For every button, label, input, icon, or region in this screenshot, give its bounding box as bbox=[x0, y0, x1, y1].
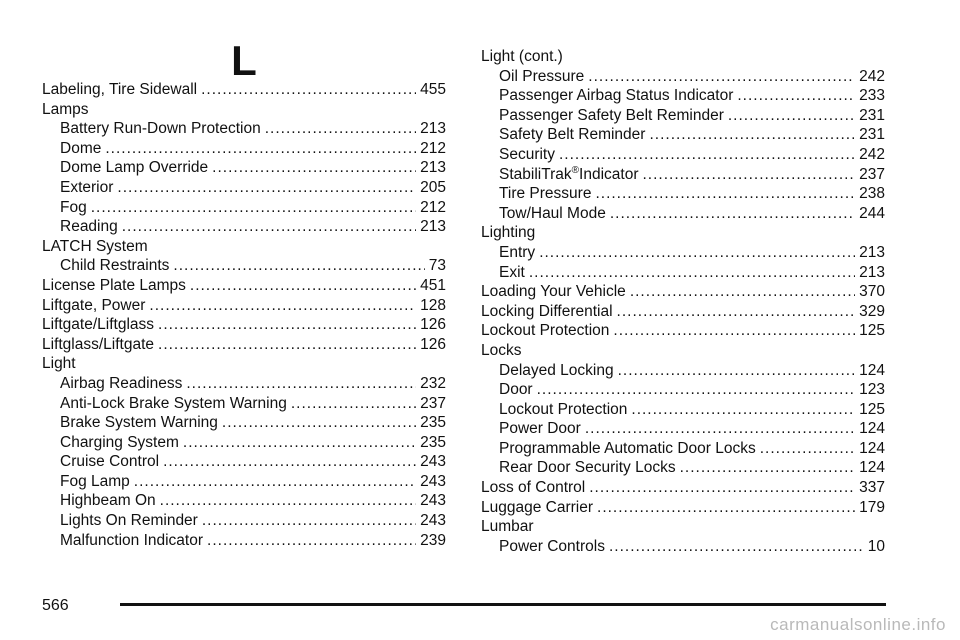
entry-page: 125 bbox=[859, 322, 885, 340]
entry-text: Tire Pressure bbox=[499, 185, 592, 203]
entry-text: Loss of Control bbox=[481, 479, 586, 497]
dot-leader bbox=[539, 243, 855, 263]
entry-page: 233 bbox=[859, 87, 885, 105]
entry-page: 239 bbox=[420, 531, 446, 549]
entry-text: Labeling, Tire Sidewall bbox=[42, 81, 198, 98]
entry-text: Rear Door Security Locks bbox=[499, 459, 676, 477]
dot-leader bbox=[134, 472, 416, 492]
index-subentry bbox=[481, 263, 885, 283]
index-subentry bbox=[481, 537, 885, 557]
entry-text: Exterior bbox=[60, 178, 114, 196]
index-subentry bbox=[42, 413, 446, 433]
dot-leader bbox=[190, 276, 416, 296]
dot-leader bbox=[597, 498, 855, 518]
dot-leader bbox=[160, 491, 416, 511]
entry-page: 329 bbox=[859, 302, 885, 320]
dot-leader bbox=[610, 204, 855, 224]
index-entry bbox=[42, 237, 446, 257]
index-subentry bbox=[481, 380, 885, 400]
entry-page: 124 bbox=[859, 420, 885, 438]
dot-leader bbox=[589, 478, 855, 498]
entry-page: 231 bbox=[859, 126, 885, 144]
page-number: 566 bbox=[42, 597, 69, 614]
index-subentry bbox=[481, 458, 885, 478]
index-subentry bbox=[42, 178, 446, 198]
entry-text: Locks bbox=[481, 341, 522, 359]
index-column-right bbox=[481, 47, 885, 556]
dot-leader bbox=[617, 302, 856, 322]
index-entry bbox=[481, 47, 885, 67]
index-subentry bbox=[42, 472, 446, 492]
entry-text: Programmable Automatic Door Locks bbox=[499, 439, 756, 457]
entry-page: 213 bbox=[420, 120, 446, 138]
dot-leader bbox=[595, 184, 855, 204]
dot-leader bbox=[91, 198, 416, 218]
entry-page: 242 bbox=[859, 145, 885, 163]
entry-text: Oil Pressure bbox=[499, 67, 585, 85]
dot-leader bbox=[173, 256, 424, 276]
entry-text: Lamps bbox=[42, 100, 89, 118]
index-entry bbox=[42, 80, 446, 100]
entry-text: Cruise Control bbox=[60, 453, 160, 471]
dot-leader bbox=[649, 125, 855, 145]
dot-leader bbox=[207, 531, 416, 551]
dot-leader bbox=[537, 380, 856, 400]
entry-text: Liftgate/Liftglass bbox=[42, 316, 155, 334]
entry-text: Light (cont.) bbox=[481, 48, 563, 65]
index-subentry bbox=[42, 198, 446, 218]
index-column-left bbox=[42, 80, 446, 550]
index-entry bbox=[481, 517, 885, 537]
entry-text: Battery Run-Down Protection bbox=[60, 120, 261, 138]
index-subentry bbox=[42, 531, 446, 551]
entry-page: 455 bbox=[420, 81, 446, 98]
entry-page: 451 bbox=[420, 276, 446, 294]
registered-mark: ® bbox=[571, 164, 580, 176]
dot-leader bbox=[585, 419, 855, 439]
entry-text: Safety Belt Reminder bbox=[499, 126, 646, 144]
dot-leader bbox=[613, 321, 855, 341]
index-entry bbox=[42, 315, 446, 335]
entry-page: 237 bbox=[420, 394, 446, 412]
dot-leader bbox=[588, 67, 855, 87]
index-subentry bbox=[481, 86, 885, 106]
entry-page: 205 bbox=[420, 178, 446, 196]
entry-text: Airbag Readiness bbox=[60, 374, 183, 392]
index-entry bbox=[42, 100, 446, 120]
entry-text: Power Controls bbox=[499, 537, 605, 555]
entry-page: 231 bbox=[859, 106, 885, 124]
dot-leader bbox=[559, 145, 855, 165]
entry-text: Loading Your Vehicle bbox=[481, 283, 626, 301]
entry-text: Fog Lamp bbox=[60, 472, 130, 490]
entry-text: Lockout Protection bbox=[481, 322, 610, 340]
entry-text: Lockout Protection bbox=[499, 400, 628, 418]
dot-leader bbox=[212, 158, 416, 178]
entry-page: 213 bbox=[420, 218, 446, 236]
dot-leader bbox=[149, 296, 416, 316]
entry-text: Passenger Airbag Status Indicator bbox=[499, 87, 734, 105]
index-subentry bbox=[481, 106, 885, 126]
entry-text: Lighting bbox=[481, 224, 536, 242]
index-entry bbox=[481, 223, 885, 243]
entry-page: 243 bbox=[420, 472, 446, 490]
entry-text: Exit bbox=[499, 263, 525, 281]
entry-page: 242 bbox=[859, 67, 885, 85]
entry-text: Dome bbox=[60, 139, 102, 157]
entry-page: 213 bbox=[859, 263, 885, 281]
index-entry bbox=[481, 282, 885, 302]
dot-leader bbox=[680, 458, 856, 478]
dot-leader bbox=[631, 400, 855, 420]
index-subentry bbox=[481, 204, 885, 224]
entry-page: 213 bbox=[420, 159, 446, 177]
index-subentry bbox=[481, 67, 885, 87]
dot-leader bbox=[201, 80, 416, 100]
dot-leader bbox=[122, 217, 416, 237]
entry-page: 123 bbox=[859, 381, 885, 399]
dot-leader bbox=[158, 335, 416, 355]
index-subentry bbox=[42, 374, 446, 394]
entry-text: Security bbox=[499, 145, 555, 163]
entry-text: Highbeam On bbox=[60, 492, 156, 510]
index-entry bbox=[481, 498, 885, 518]
entry-page: 235 bbox=[420, 433, 446, 451]
entry-text: Locking Differential bbox=[481, 302, 613, 320]
index-entry bbox=[42, 296, 446, 316]
dot-leader bbox=[728, 106, 855, 126]
dot-leader bbox=[222, 413, 416, 433]
index-entry bbox=[42, 354, 446, 374]
index-entry bbox=[481, 478, 885, 498]
dot-leader bbox=[117, 178, 416, 198]
entry-text: Child Restraints bbox=[60, 257, 170, 275]
entry-page: 125 bbox=[859, 400, 885, 418]
dot-leader bbox=[158, 315, 416, 335]
index-subentry bbox=[42, 139, 446, 159]
index-subentry bbox=[481, 165, 885, 185]
footer-rule bbox=[120, 603, 886, 606]
entry-page: 128 bbox=[420, 296, 446, 314]
entry-text: Lumbar bbox=[481, 518, 534, 536]
index-subentry bbox=[481, 439, 885, 459]
index-subentry bbox=[42, 452, 446, 472]
dot-leader bbox=[265, 119, 416, 139]
dot-leader bbox=[183, 433, 416, 453]
index-subentry bbox=[42, 158, 446, 178]
entry-page: 244 bbox=[859, 204, 885, 222]
entry-text: Passenger Safety Belt Reminder bbox=[499, 106, 724, 124]
entry-page: 370 bbox=[859, 283, 885, 301]
index-subentry bbox=[481, 125, 885, 145]
entry-text: Charging System bbox=[60, 433, 179, 451]
dot-leader bbox=[529, 263, 855, 283]
dot-leader bbox=[642, 165, 855, 185]
entry-page: 243 bbox=[420, 512, 446, 530]
entry-text: Luggage Carrier bbox=[481, 498, 594, 516]
index-subentry bbox=[481, 145, 885, 165]
watermark: carmanualsonline.info bbox=[770, 615, 946, 634]
entry-text: Lights On Reminder bbox=[60, 512, 198, 530]
entry-text: Door bbox=[499, 381, 533, 399]
index-entry bbox=[481, 321, 885, 341]
entry-page: 126 bbox=[420, 335, 446, 353]
dot-leader bbox=[618, 361, 856, 381]
entry-page: 235 bbox=[420, 414, 446, 432]
index-subentry bbox=[481, 184, 885, 204]
entry-text: Fog bbox=[60, 198, 87, 216]
entry-text: Light bbox=[42, 355, 76, 373]
entry-text: Liftglass/Liftgate bbox=[42, 335, 155, 353]
dot-leader bbox=[163, 452, 416, 472]
index-subentry bbox=[481, 400, 885, 420]
dot-leader bbox=[186, 374, 416, 394]
index-subentry bbox=[42, 511, 446, 531]
entry-text: Liftgate, Power bbox=[42, 296, 146, 314]
entry-page: 232 bbox=[420, 374, 446, 392]
dot-leader bbox=[202, 511, 416, 531]
index-subentry bbox=[42, 217, 446, 237]
entry-page: 73 bbox=[428, 257, 446, 275]
index-subentry bbox=[481, 419, 885, 439]
index-subentry bbox=[481, 243, 885, 263]
index-subentry bbox=[42, 394, 446, 414]
entry-text: Dome Lamp Override bbox=[60, 159, 209, 177]
index-entry bbox=[481, 302, 885, 322]
entry-page: 243 bbox=[420, 453, 446, 471]
index-entry bbox=[481, 341, 885, 361]
dot-leader bbox=[630, 282, 855, 302]
dot-leader bbox=[105, 139, 416, 159]
entry-page: 10 bbox=[867, 537, 885, 555]
entry-page: 126 bbox=[420, 316, 446, 334]
entry-text: StabiliTrak®Indicator bbox=[499, 164, 639, 183]
entry-text: Malfunction Indicator bbox=[60, 531, 204, 549]
entry-text: Brake System Warning bbox=[60, 414, 218, 432]
index-entry bbox=[42, 276, 446, 296]
entry-page: 243 bbox=[420, 492, 446, 510]
entry-page: 124 bbox=[859, 439, 885, 457]
entry-page: 237 bbox=[859, 165, 885, 183]
entry-page: 213 bbox=[859, 243, 885, 261]
entry-page: 238 bbox=[859, 185, 885, 203]
section-letter: L bbox=[231, 37, 257, 84]
index-subentry bbox=[42, 256, 446, 276]
entry-page: 212 bbox=[420, 139, 446, 157]
dot-leader bbox=[291, 394, 416, 414]
entry-text: Reading bbox=[60, 218, 118, 236]
entry-page: 337 bbox=[859, 479, 885, 497]
entry-text: Entry bbox=[499, 243, 536, 261]
entry-text: Delayed Locking bbox=[499, 361, 614, 379]
index-subentry bbox=[42, 491, 446, 511]
index-subentry bbox=[42, 119, 446, 139]
entry-text: License Plate Lamps bbox=[42, 276, 186, 294]
dot-leader bbox=[760, 439, 855, 459]
entry-text: Anti-Lock Brake System Warning bbox=[60, 394, 287, 412]
entry-text: Power Door bbox=[499, 420, 581, 438]
dot-leader bbox=[737, 86, 855, 106]
entry-page: 124 bbox=[859, 361, 885, 379]
entry-text: Tow/Haul Mode bbox=[499, 204, 606, 222]
index-subentry bbox=[42, 433, 446, 453]
entry-page: 179 bbox=[859, 498, 885, 516]
index-subentry bbox=[481, 361, 885, 381]
dot-leader bbox=[609, 537, 864, 557]
entry-page: 212 bbox=[420, 198, 446, 216]
entry-text: LATCH System bbox=[42, 237, 148, 255]
entry-page: 124 bbox=[859, 459, 885, 477]
index-entry bbox=[42, 335, 446, 355]
